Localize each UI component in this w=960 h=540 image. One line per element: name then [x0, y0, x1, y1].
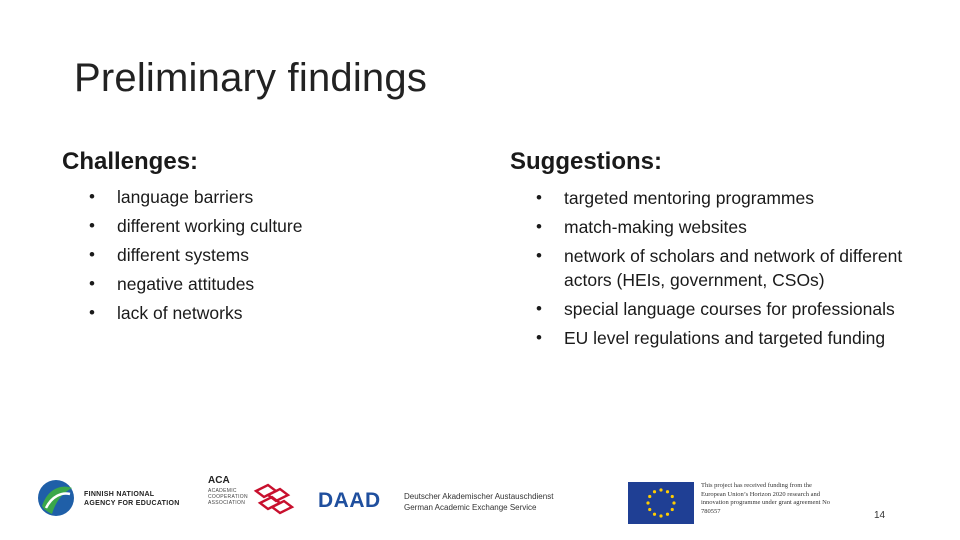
aca-emblem-icon [252, 481, 298, 517]
bullet-icon: • [536, 217, 542, 236]
aca-name [208, 488, 256, 506]
list-item [536, 215, 944, 239]
list-item-text: different working culture [117, 216, 303, 236]
list-item-text: targeted mentoring programmes [564, 188, 814, 208]
eu-star-icon [666, 513, 669, 516]
aca-line3: ASSOCIATION [208, 500, 246, 506]
suggestions-heading: Suggestions: [510, 148, 663, 175]
list-item-text: EU level regulations and targeted funding [564, 328, 886, 348]
list-item-text: language barriers [117, 187, 254, 207]
challenges-list [89, 185, 437, 330]
list-item [536, 297, 944, 321]
eu-grant-number: 780557 [701, 507, 721, 515]
bullet-icon: • [536, 188, 542, 207]
eu-star-icon [666, 490, 669, 493]
list-item [89, 301, 437, 325]
finnish-agency-line1: FINNISH NATIONAL [84, 491, 155, 498]
eu-star-icon [653, 490, 656, 493]
page-number: 14 [874, 510, 886, 521]
eu-star-icon [671, 508, 674, 511]
bullet-icon: • [536, 246, 542, 265]
list-item-text: lack of networks [117, 303, 243, 323]
eu-star-icon [659, 488, 662, 491]
eu-funding-line1: This project has received funding from the [701, 482, 812, 489]
daad-logo [318, 487, 582, 517]
finnish-agency-line2: AGENCY FOR EDUCATION [84, 500, 180, 507]
list-item [89, 272, 437, 296]
bullet-icon: • [89, 187, 95, 206]
list-item [89, 214, 437, 238]
list-item-text: network of scholars and network of different actors (HEIs, government, CSOs) [564, 246, 903, 290]
bullet-icon: • [89, 303, 95, 322]
daad-name [404, 491, 584, 513]
list-item [536, 244, 944, 292]
aca-acronym: ACA [208, 475, 230, 486]
suggestions-list [536, 186, 944, 355]
aca-line1: ACADEMIC [208, 488, 237, 494]
eu-star-icon [672, 501, 675, 504]
eu-funding-notice [701, 482, 871, 516]
list-item-text: match-making websites [564, 217, 747, 237]
list-item [89, 185, 437, 209]
bullet-icon: • [89, 216, 95, 235]
eu-star-icon [653, 513, 656, 516]
list-item-text: different systems [117, 245, 249, 265]
aca-logo [206, 475, 302, 521]
daad-wordmark: DAAD [318, 489, 381, 512]
list-item [89, 243, 437, 267]
aca-line2: COOPERATION [208, 494, 248, 500]
eu-star-icon [671, 495, 674, 498]
finnish-agency-emblem-icon [36, 478, 76, 518]
eu-star-icon [646, 501, 649, 504]
bullet-icon: • [536, 299, 542, 318]
list-item [536, 186, 944, 210]
bullet-icon: • [536, 328, 542, 347]
list-item [536, 326, 944, 350]
eu-funding-line2: European Union’s Horizon 2020 research and [701, 490, 820, 498]
daad-line2: German Academic Exchange Service [404, 503, 537, 512]
bullet-icon: • [89, 274, 95, 293]
eu-star-icon [659, 514, 662, 517]
daad-line1: Deutscher Akademischer Austauschdienst [404, 492, 554, 501]
bullet-icon: • [89, 245, 95, 264]
eu-star-icon [648, 495, 651, 498]
finnish-agency-name [84, 490, 180, 508]
eu-flag-icon [628, 482, 694, 524]
list-item-text: negative attitudes [117, 274, 255, 294]
challenges-heading: Challenges: [62, 148, 199, 175]
slide-title: Preliminary findings [74, 56, 428, 100]
eu-star-icon [648, 508, 651, 511]
eu-funding-line3: innovation programme under grant agreement No [701, 499, 831, 506]
list-item-text: special language courses for professionals [564, 299, 895, 319]
finnish-national-agency-logo [36, 478, 180, 518]
